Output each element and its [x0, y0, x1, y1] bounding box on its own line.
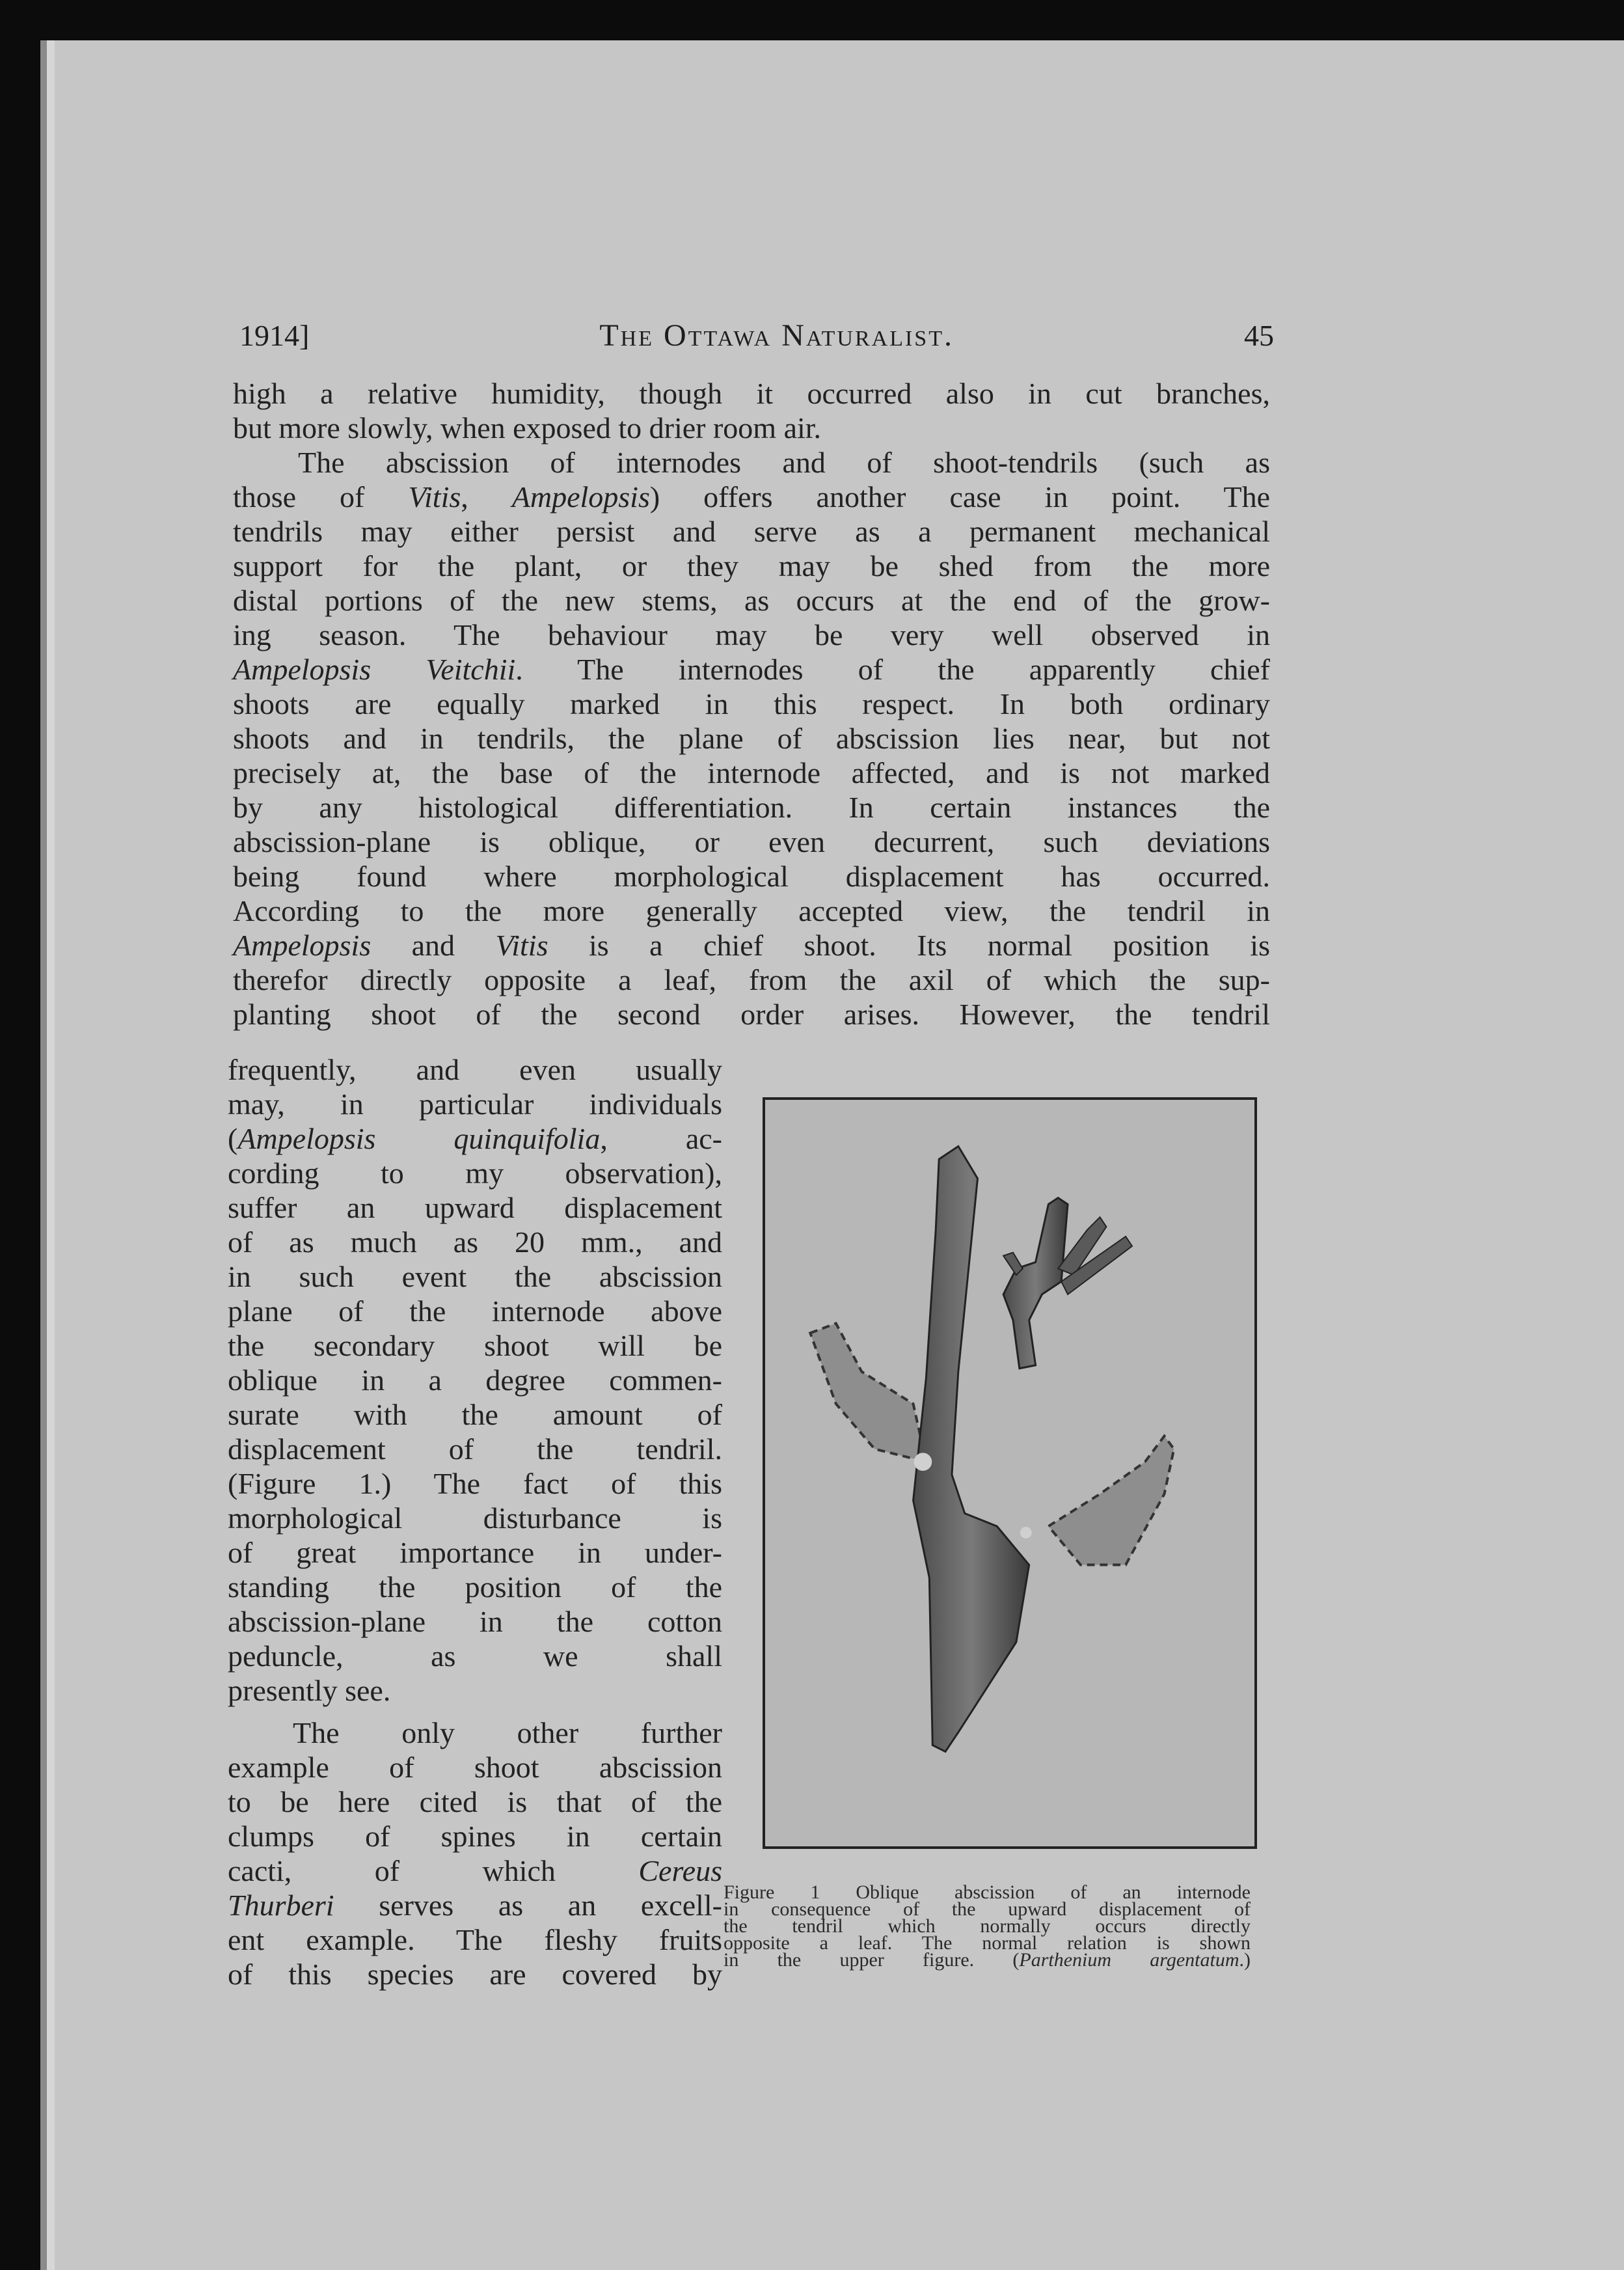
figure-1-plate	[763, 1097, 1257, 1849]
text-line: in such event the abscission	[228, 1260, 722, 1293]
text-line: of great importance in under-	[228, 1536, 722, 1569]
caption-line: Figure 1 Oblique abscission of an internode	[724, 1881, 1251, 1903]
body-text-left-column	[228, 1052, 722, 1708]
text-line: example of shoot abscission	[228, 1751, 722, 1784]
text-line: the secondary shoot will be	[228, 1329, 722, 1362]
text-line: cording to my observation),	[228, 1156, 722, 1190]
text-line: support for the plant, or they may be shed from the more	[233, 549, 1270, 582]
text-line: displacement of the tendril.	[228, 1432, 722, 1466]
text-line: may, in particular individuals	[228, 1087, 722, 1121]
text-line: ing season. The behaviour may be very well observed in	[233, 618, 1270, 651]
page-edge	[47, 40, 55, 2270]
text-line: high a relative humidity, though it occurred also in cut branches,	[233, 377, 1270, 410]
text-line: precisely at, the base of the internode affected, and is not marked	[233, 756, 1270, 789]
text-line: shoots and in tendrils, the plane of abscission lies near, but not	[233, 722, 1270, 755]
text-line: abscission-plane in the cotton	[228, 1605, 722, 1638]
caption-line: the tendril which normally occurs directly	[724, 1915, 1251, 1937]
text-line: surate with the amount of	[228, 1398, 722, 1431]
text-line: planting shoot of the second order arises. However, the tendril	[233, 998, 1270, 1031]
text-line: frequently, and even usually	[228, 1053, 722, 1086]
text-line: but more slowly, when exposed to drier room air.	[233, 411, 822, 444]
text-line: those of Vitis, Ampelopsis) offers another case in point. The	[233, 480, 1271, 513]
text-line: Ampelopsis and Vitis is a chief shoot. Its normal position is	[233, 929, 1270, 962]
figure-caption	[724, 1881, 1251, 1971]
text-line: peduncle, as we shall	[228, 1639, 722, 1673]
text-line: ent example. The fleshy fruits	[228, 1923, 722, 1956]
text-line: The abscission of internodes and of shoot-tendrils (such as	[298, 446, 1270, 479]
text-line: According to the more generally accepted view, the tendril in	[233, 894, 1270, 927]
body-text-left-column-2	[228, 1716, 722, 1991]
text-line: by any histological differentiation. In certain instances the	[233, 791, 1270, 824]
text-line: to be here cited is that of the	[228, 1785, 722, 1818]
header-year: 1914]	[239, 319, 310, 352]
text-line: Ampelopsis Veitchii. The internodes of the apparently chief	[233, 653, 1270, 686]
caption-line: in consequence of the upward displacement of	[724, 1898, 1251, 1920]
text-line: being found where morphological displacement has occurred.	[233, 860, 1270, 893]
text-line: (Figure 1.) The fact of this	[228, 1467, 722, 1500]
text-line: morphological disturbance is	[228, 1501, 722, 1535]
body-text-full-width	[233, 376, 1270, 1032]
text-line: standing the position of the	[228, 1570, 722, 1604]
text-line: presently see.	[228, 1674, 391, 1707]
text-line: (Ampelopsis quinquifolia, ac-	[228, 1122, 723, 1155]
text-line: suffer an upward displacement	[228, 1191, 722, 1224]
text-line: clumps of spines in certain	[228, 1820, 722, 1853]
text-line: tendrils may either persist and serve as a permanent mechanical	[233, 515, 1270, 548]
text-line: plane of the internode above	[228, 1294, 722, 1328]
journal-title: The Ottawa Naturalist.	[599, 318, 954, 353]
text-line: The only other further	[293, 1716, 722, 1749]
text-line: Thurberi serves as an excell-	[228, 1889, 722, 1922]
caption-line: opposite a leaf. The normal relation is shown	[724, 1932, 1251, 1954]
text-line: abscission-plane is oblique, or even decurrent, such deviations	[233, 825, 1270, 858]
text-line: of as much as 20 mm., and	[228, 1225, 722, 1259]
text-line: of this species are covered by	[228, 1958, 722, 1991]
text-line: therefor directly opposite a leaf, from the axil of which the sup-	[233, 963, 1270, 996]
caption-line: in the upper figure. (Parthenium argentatum.)	[724, 1949, 1251, 1971]
text-line: oblique in a degree commen-	[228, 1363, 722, 1397]
text-line: shoots are equally marked in this respect. In both ordinary	[233, 687, 1270, 720]
text-line: cacti, of which Cereus	[228, 1854, 722, 1887]
text-line: distal portions of the new stems, as occurs at the end of the grow-	[233, 584, 1270, 617]
running-header	[239, 318, 1274, 363]
page-number: 45	[1244, 319, 1274, 352]
stem-photograph	[765, 1100, 1254, 1846]
